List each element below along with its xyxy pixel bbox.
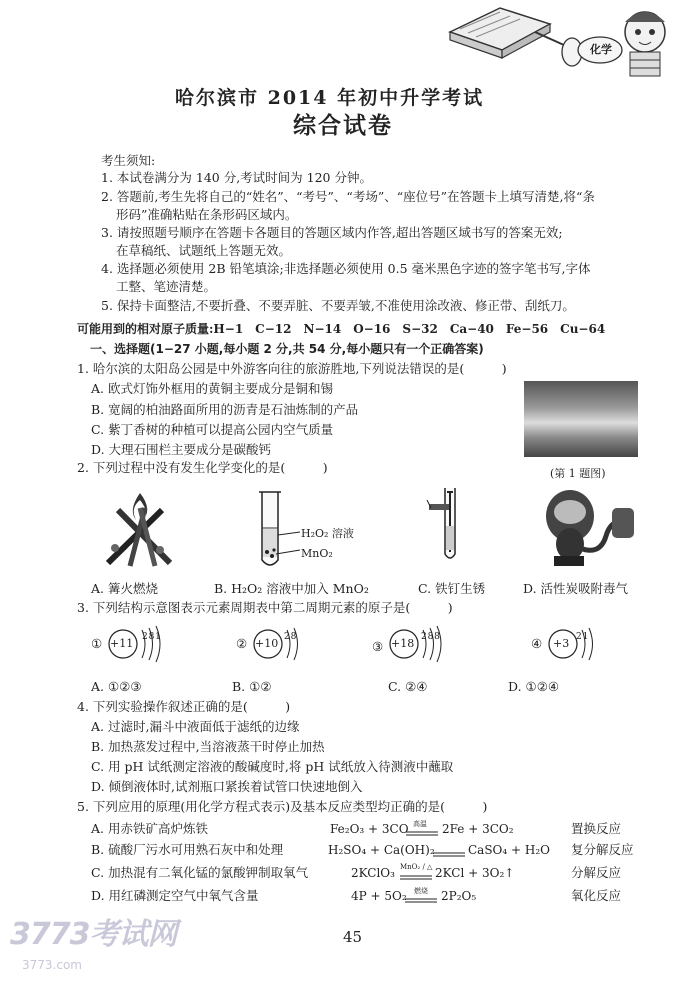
atom-index: ③ xyxy=(372,639,384,654)
notice-line: 2. 答题前,考生先将自己的“姓名”、“考号”、“考场”、“座位号”在答题卡上填写清楚,将“条 xyxy=(101,189,595,204)
question-3-option: B. ①② xyxy=(232,679,272,694)
question-2-option: B. H₂O₂ 溶液中加入 MnO₂ xyxy=(214,581,369,596)
atom-nucleus: +18 xyxy=(391,637,415,650)
page-number: 45 xyxy=(343,928,363,946)
notice-line: 1. 本试卷满分为 140 分,考试时间为 120 分钟。 xyxy=(101,170,372,185)
question-5-option: B. 硫酸厂污水可用熟石灰中和处理 xyxy=(91,842,284,857)
reaction-type: 置换反应 xyxy=(571,821,622,836)
notice-line: 3. 请按照题号顺序在答题卡各题目的答题区域内作答,超出答题区域书写的答案无效; xyxy=(101,225,563,240)
equation-left: 2KClO₃ xyxy=(351,866,395,880)
exam-subtitle: 综合试卷 xyxy=(293,112,393,139)
section-heading: 一、选择题(1−27 小题,每小题 2 分,共 54 分,每小题只有一个正确答案) xyxy=(90,342,484,356)
equation-right: 2P₂O₅ xyxy=(441,889,477,903)
equation-left: 4P + 5O₂ xyxy=(351,889,407,903)
atom-index: ① xyxy=(91,636,103,651)
question-4-stem: 4. 下列实验操作叙述正确的是( ) xyxy=(77,699,291,714)
gas-mask-illustration xyxy=(540,486,640,572)
notice-line: 工整、笔迹清楚。 xyxy=(116,279,217,294)
equation-left: H₂SO₄ + Ca(OH)₂ xyxy=(328,843,435,857)
atom-nucleus: +11 xyxy=(110,637,134,650)
equation-right: 2Fe + 3CO₂ xyxy=(442,822,514,836)
reaction-type: 分解反应 xyxy=(571,865,622,880)
atomic-masses: 可能用到的相对原子质量:H−1 C−12 N−14 O−16 S−32 Ca−40 Fe−56 Cu−64 xyxy=(77,322,606,336)
question-3-option: A. ①②③ xyxy=(91,679,142,694)
atom-shells: 2 8 xyxy=(284,632,296,642)
atom-nucleus: +10 xyxy=(255,637,279,650)
h2o2-label: H₂O₂ 溶液 xyxy=(301,527,354,540)
question-4-option: D. 倾倒液体时,试剂瓶口紧挨着试管口快速地倒入 xyxy=(91,779,363,794)
notice-line: 5. 保持卡面整洁,不要折叠、不要弄脏、不要弄皱,不准使用涂改液、修正带、刮纸刀。 xyxy=(101,298,575,313)
question-5-option: C. 加热混有二氧化锰的氯酸钾制取氧气 xyxy=(91,865,309,880)
reaction-type: 氧化反应 xyxy=(571,888,622,903)
equation-left: Fe₂O₃ + 3CO xyxy=(330,822,409,836)
equation-right: CaSO₄ + H₂O xyxy=(468,843,551,857)
atom-nucleus: +3 xyxy=(553,637,570,650)
exam-title: 哈尔滨市 2014 年初中升学考试 xyxy=(175,87,485,109)
question-5-option: D. 用红磷测定空气中氧气含量 xyxy=(91,888,259,903)
watermark-brand: 3773考试网 xyxy=(10,917,177,952)
question-2-option: C. 铁钉生锈 xyxy=(418,581,486,596)
question-3-option: D. ①②④ xyxy=(508,679,560,694)
atom-shells: 2 8 8 xyxy=(421,632,439,642)
notice-line: 4. 选择题必须使用 2B 铅笔填涂;非选择题必须使用 0.5 毫米黑色字迹的签字笔书写,字体 xyxy=(101,261,591,276)
question-4-option: A. 过滤时,漏斗中液面低于滤纸的边缘 xyxy=(91,719,300,734)
watermark-url: 3773.com xyxy=(22,958,82,972)
question-1-stem: 1. 哈尔滨的太阳岛公园是中外游客向往的旅游胜地,下列说法错误的是( ) xyxy=(77,361,507,376)
figure-caption: (第 1 题图) xyxy=(550,467,606,480)
question-4-option: B. 加热蒸发过程中,当溶液蒸干时停止加热 xyxy=(91,739,325,754)
header-book-illustration xyxy=(440,2,700,82)
question-4-option: C. 用 pH 试纸测定溶液的酸碱度时,将 pH 试纸放入待测液中蘸取 xyxy=(91,759,454,774)
sun-island-park-photo xyxy=(524,381,638,457)
equation-right: 2KCl + 3O₂↑ xyxy=(435,866,515,880)
mno2-label: MnO₂ xyxy=(301,547,333,560)
question-5-stem: 5. 下列应用的原理(用化学方程式表示)及基本反应类型均正确的是( ) xyxy=(77,799,488,814)
question-5-option: A. 用赤铁矿高炉炼铁 xyxy=(91,821,208,836)
question-2-option: A. 篝火燃烧 xyxy=(91,581,158,596)
question-2-stem: 2. 下列过程中没有发生化学变化的是( ) xyxy=(77,460,328,475)
reaction-condition: MnO₂ / △ xyxy=(400,863,433,871)
campfire-illustration xyxy=(100,488,180,570)
notice-heading: 考生须知: xyxy=(101,153,156,168)
atom-shells: 2 1 xyxy=(576,632,588,642)
question-1-option: B. 宽阔的柏油路面所用的沥青是石油炼制的产品 xyxy=(91,402,359,417)
atom-index: ② xyxy=(236,636,248,651)
reaction-condition: 燃烧 xyxy=(414,887,428,895)
reaction-condition: 高温 xyxy=(413,820,427,828)
subject-badge: 化学 xyxy=(590,43,612,56)
question-3-stem: 3. 下列结构示意图表示元素周期表中第二周期元素的原子是( ) xyxy=(77,600,453,615)
reaction-type: 复分解反应 xyxy=(571,842,634,857)
question-1-option: D. 大理石围栏主要成分是碳酸钙 xyxy=(91,442,272,457)
test-tube-illustration xyxy=(252,490,302,572)
question-3-option: C. ②④ xyxy=(388,679,428,694)
question-1-option: A. 欧式灯饰外框用的黄铜主要成分是铜和锡 xyxy=(91,381,333,396)
atom-shells: 2 8 1 xyxy=(142,632,160,642)
question-2-option: D. 活性炭吸附毒气 xyxy=(523,581,629,596)
equation-arrow xyxy=(432,843,466,859)
nail-test-tube-illustration xyxy=(425,486,475,572)
notice-line: 形码”准确粘贴在条形码区域内。 xyxy=(116,207,298,222)
notice-line: 在草稿纸、试题纸上答题无效。 xyxy=(116,243,292,258)
atom-index: ④ xyxy=(531,636,543,651)
question-1-option: C. 紫丁香树的种植可以提高公园内空气质量 xyxy=(91,422,334,437)
